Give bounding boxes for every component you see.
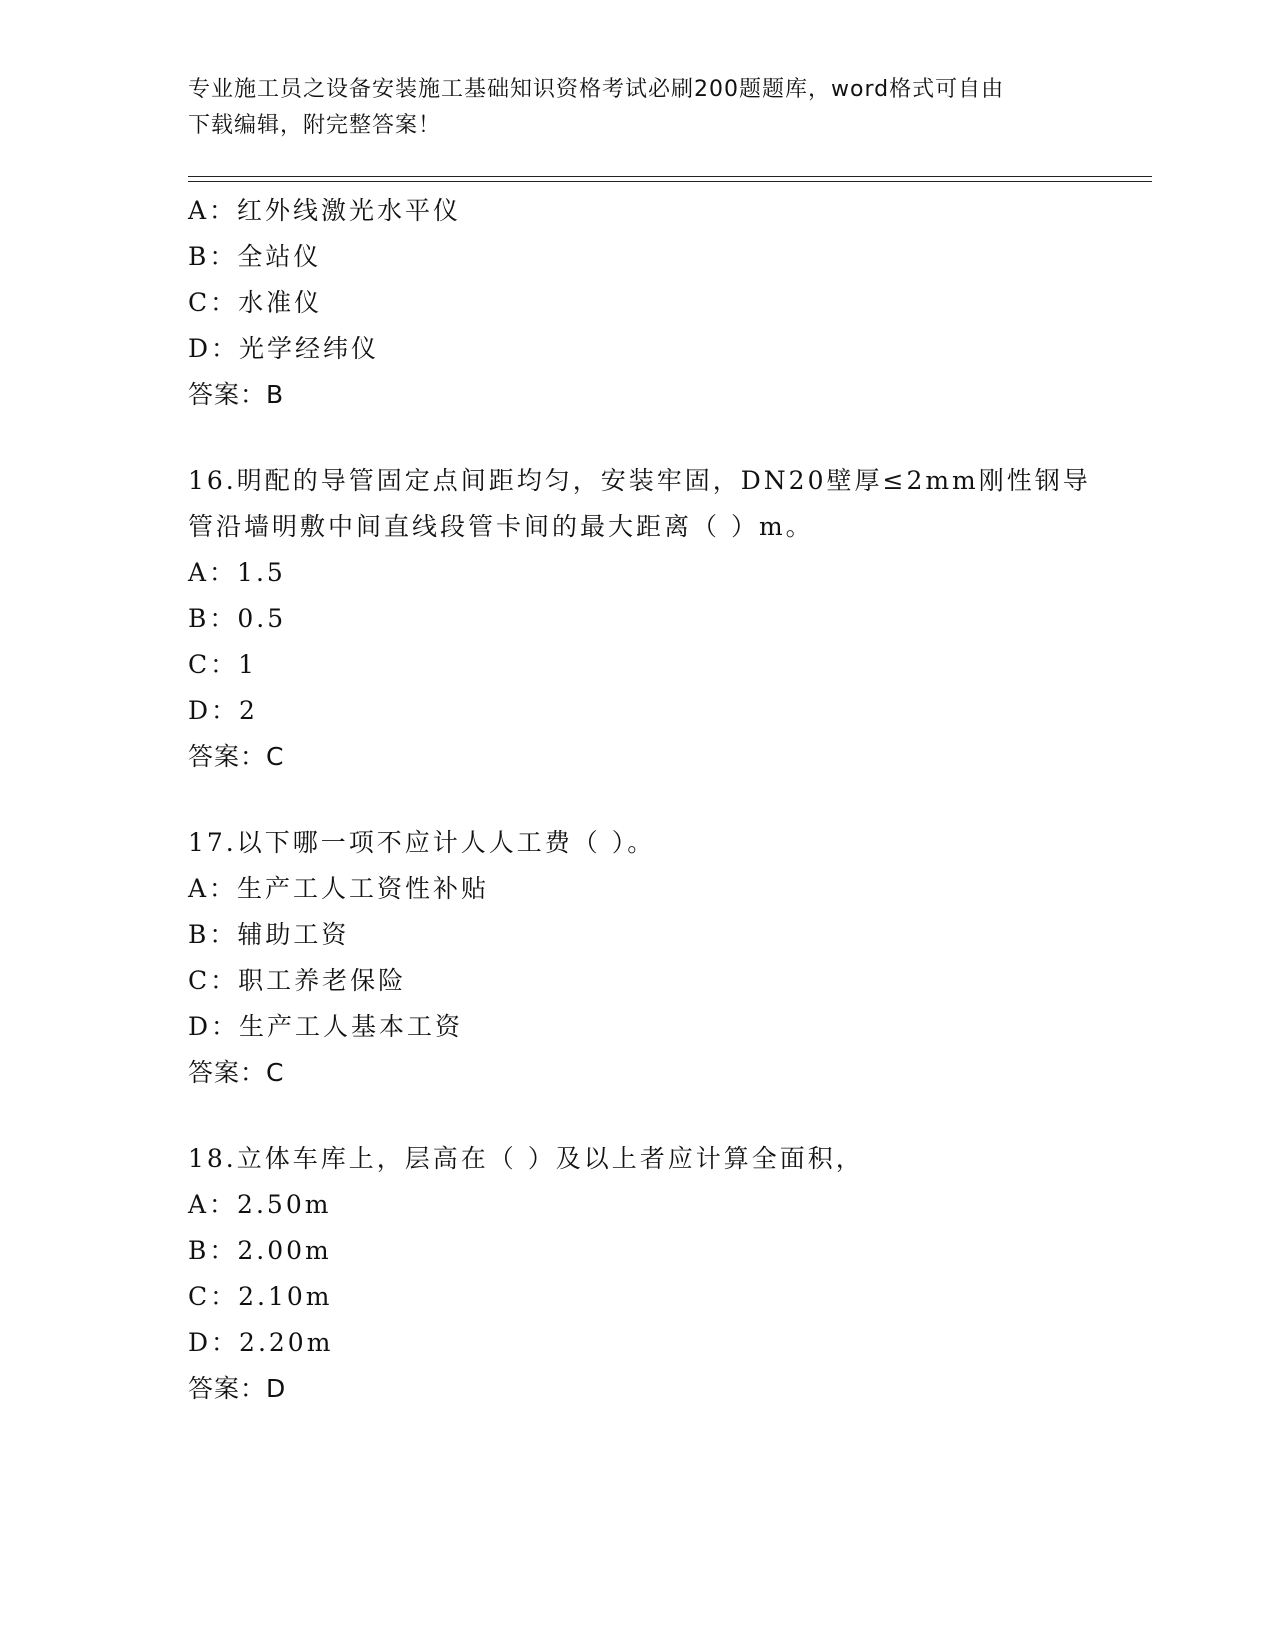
option-c: C：2.10m [188,1282,333,1311]
answer-line: 答案：C [188,742,285,771]
header-divider-bottom [188,181,1152,182]
option-a: A：1.5 [188,558,286,587]
spacer [188,1096,1088,1136]
option-c: C：水准仪 [188,288,323,317]
option-b: B：0.5 [188,604,287,633]
option-a: A：生产工人工资性补贴 [188,874,490,903]
question-text-line-1: 16.明配的导管固定点间距均匀，安装牢固，DN20壁厚≤2mm刚性钢导 [188,466,1091,495]
option-d: D：光学经纬仪 [188,334,380,363]
spacer [188,418,1088,458]
header-title-line-1: 专业施工员之设备安装施工基础知识资格考试必刷200题题库，word格式可自由 [188,77,1005,102]
answer-line: 答案：C [188,1058,285,1087]
option-a: A：红外线激光水平仪 [188,196,462,225]
question-list [188,188,1091,1412]
question-block-18 [188,1136,1088,1412]
document-header [188,72,1068,144]
header-divider-top [188,176,1152,177]
spacer [188,780,1088,820]
question-block-16 [188,458,1091,780]
option-a: A：2.50m [188,1190,332,1219]
option-d: D：2.20m [188,1328,334,1357]
option-d: D：2 [188,696,258,725]
option-d: D：生产工人基本工资 [188,1012,464,1041]
header-title-line-2: 下载编辑，附完整答案！ [188,113,442,138]
option-c: C：1 [188,650,258,679]
question-text-line-1: 18.立体车库上，层高在（ ）及以上者应计算全面积， [188,1144,864,1173]
question-block-15 [188,188,1088,418]
option-b: B：全站仪 [188,242,322,271]
option-c: C：职工养老保险 [188,966,407,995]
answer-line: 答案：D [188,1374,287,1403]
answer-line: 答案：B [188,380,285,409]
question-block-17 [188,820,1088,1096]
question-text-line-2: 管沿墙明敷中间直线段管卡间的最大距离（ ）m。 [188,512,814,541]
option-b: B：2.00m [188,1236,332,1265]
option-b: B：辅助工资 [188,920,350,949]
question-text-line-1: 17.以下哪一项不应计人人工费（ ）。 [188,828,656,857]
